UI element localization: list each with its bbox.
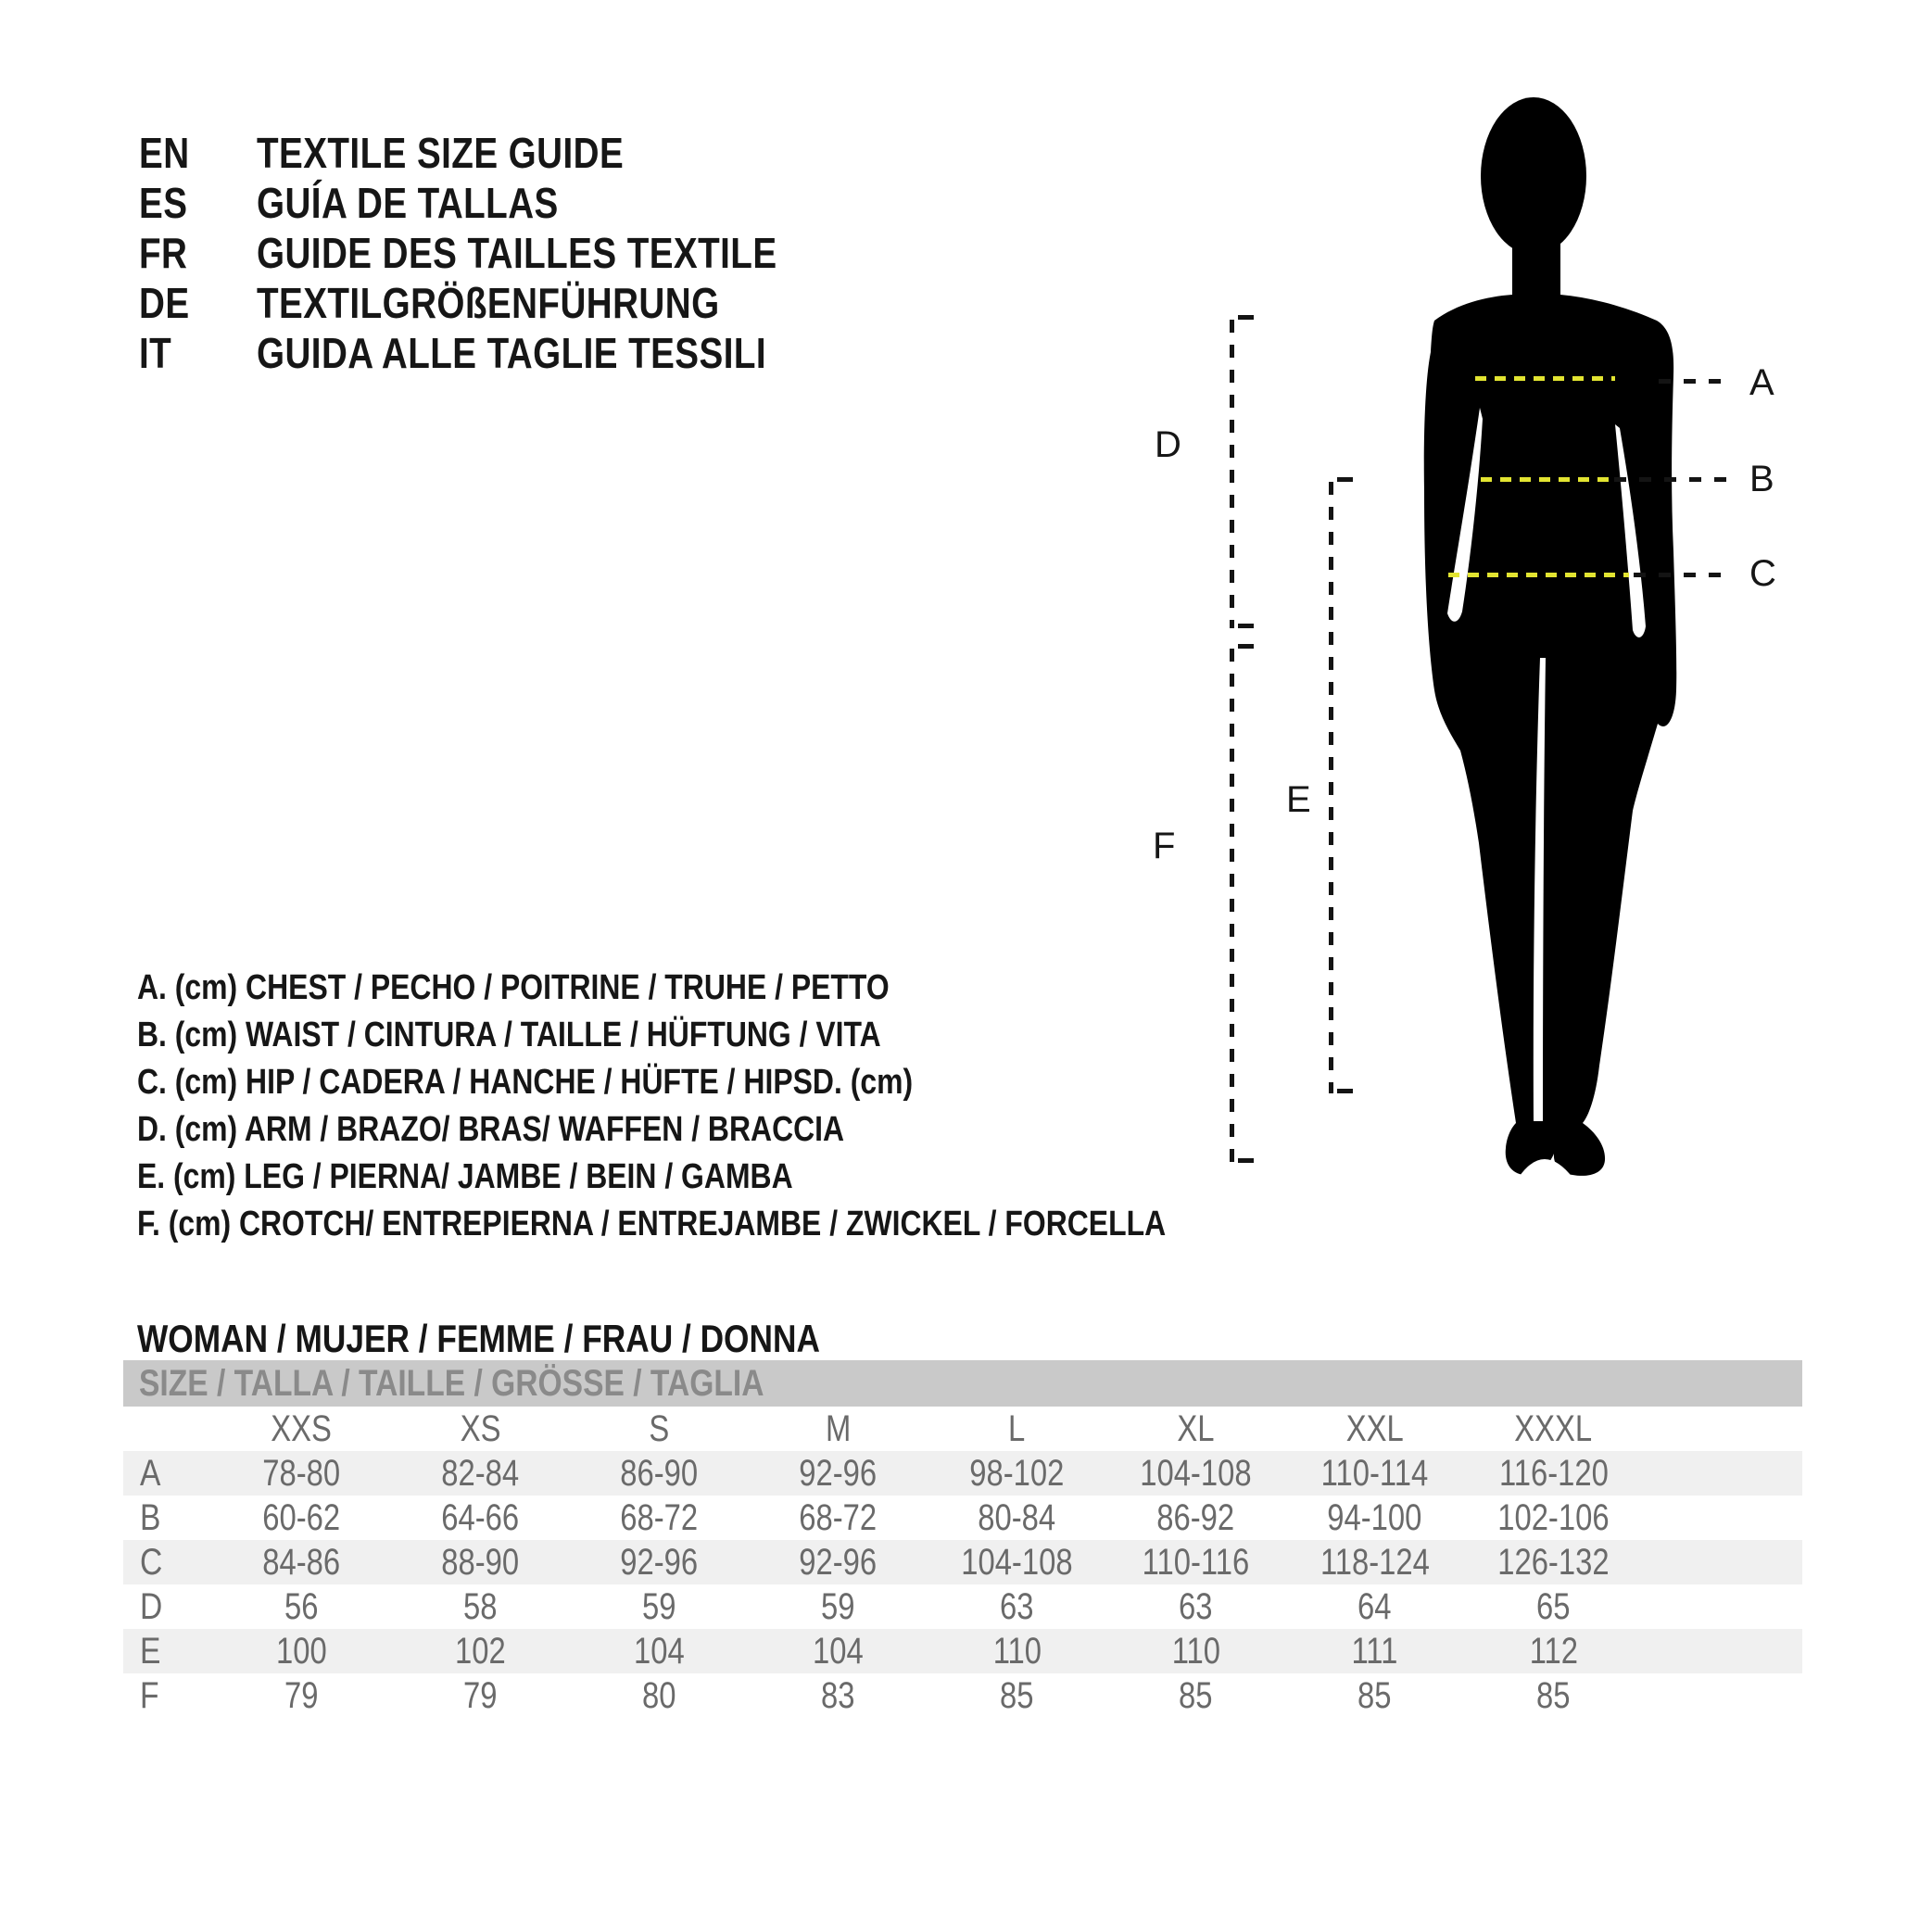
table-cell: 82-84 (441, 1453, 520, 1494)
filler-cell (1643, 1407, 1802, 1451)
filler-cell (1643, 1540, 1802, 1584)
language-code: EN (139, 129, 190, 177)
table-cell: 59 (642, 1586, 676, 1627)
table-cell: 104-108 (961, 1542, 1073, 1583)
row-label: D (140, 1586, 163, 1627)
table-cell: 64 (1357, 1586, 1392, 1627)
language-code: DE (139, 279, 190, 327)
language-row-it (139, 328, 973, 378)
table-cell: 102-106 (1497, 1497, 1610, 1538)
hip-point-label: C (1749, 553, 1776, 594)
table-cell: 58 (463, 1586, 498, 1627)
language-code: FR (139, 229, 188, 277)
size-col-header: XXL (1345, 1408, 1404, 1449)
table-cell: 110 (992, 1631, 1042, 1672)
size-col-header: L (1008, 1408, 1026, 1449)
table-cell: 112 (1529, 1631, 1578, 1672)
crotch-point-label: F (1153, 826, 1176, 866)
table-cell: 68-72 (620, 1497, 699, 1538)
chest-measure-dashes-black (1659, 379, 1729, 384)
language-title: GUÍA DE TALLAS (257, 179, 559, 227)
table-cell: 88-90 (441, 1542, 520, 1583)
legend-line-chest: A. (cm) CHEST / PECHO / POITRINE / TRUHE / PETTO (137, 968, 890, 1007)
row-label: C (140, 1542, 163, 1583)
table-cell: 84-86 (262, 1542, 341, 1583)
table-cell: 116-120 (1498, 1453, 1609, 1494)
language-row-fr (139, 228, 973, 278)
legend-line-leg: E. (cm) LEG / PIERNA/ JAMBE / BEIN / GAMBA (137, 1157, 793, 1196)
table-cell: 118-124 (1320, 1542, 1430, 1583)
table-row-leg (123, 1629, 1802, 1673)
table-cell: 59 (821, 1586, 855, 1627)
hip-measure-dashes-yellow (1448, 573, 1629, 577)
size-col-header: S (649, 1408, 670, 1449)
table-cell: 100 (276, 1631, 327, 1672)
table-cell: 79 (463, 1675, 498, 1716)
table-cell: 65 (1536, 1586, 1571, 1627)
chest-measure-dashes-yellow (1475, 376, 1615, 381)
language-row-en (139, 128, 973, 178)
language-row-de (139, 278, 973, 328)
filler-cell (1643, 1496, 1802, 1540)
table-cell: 92-96 (620, 1542, 699, 1583)
size-table-header-band: SIZE / TALLA / TAILLE / GRÖSSE / TAGLIA (123, 1360, 1802, 1407)
table-cell: 94-100 (1327, 1497, 1422, 1538)
table-cell: 102 (455, 1631, 506, 1672)
woman-silhouette (1390, 83, 1807, 1195)
size-col-header: XL (1177, 1408, 1215, 1449)
arm-line-top-tick (1238, 315, 1254, 320)
waist-measure-dashes-yellow (1481, 477, 1609, 482)
size-col-header: XXXL (1514, 1408, 1593, 1449)
waist-measure-dashes-black (1614, 477, 1729, 482)
filler-cell (1643, 1584, 1802, 1629)
filler-cell (1643, 1451, 1802, 1496)
row-label: B (140, 1497, 161, 1538)
table-row-waist (123, 1496, 1802, 1540)
table-cell: 92-96 (799, 1542, 878, 1583)
table-cell: 79 (284, 1675, 319, 1716)
table-cell: 83 (821, 1675, 855, 1716)
table-cell: 63 (1000, 1586, 1034, 1627)
table-cell: 111 (1351, 1631, 1398, 1672)
language-code: IT (139, 329, 172, 377)
table-cell: 86-92 (1156, 1497, 1235, 1538)
chest-point-label: A (1749, 362, 1774, 403)
waist-point-label: B (1749, 459, 1774, 499)
row-label: F (140, 1675, 159, 1716)
row-label: A (140, 1453, 161, 1494)
leg-line-top-tick (1337, 477, 1353, 482)
table-cell: 98-102 (969, 1453, 1065, 1494)
table-cell: 110-114 (1320, 1453, 1429, 1494)
table-cell: 68-72 (799, 1497, 878, 1538)
table-cell: 80-84 (978, 1497, 1056, 1538)
filler-cell (1643, 1673, 1802, 1718)
size-col-header: XXS (271, 1408, 333, 1449)
leg-point-label: E (1286, 779, 1311, 820)
table-cell: 63 (1179, 1586, 1213, 1627)
table-cell: 85 (1000, 1675, 1034, 1716)
measurement-legend (137, 965, 1342, 1248)
legend-line-hip: C. (cm) HIP / CADERA / HANCHE / HÜFTE / HIPSD. (cm) (137, 1063, 914, 1102)
table-cell: 104 (813, 1631, 864, 1672)
empty-corner-cell (123, 1407, 212, 1451)
arm-point-label: D (1155, 424, 1181, 465)
language-title: GUIDA ALLE TAGLIE TESSILI (257, 329, 767, 377)
filler-cell (1643, 1629, 1802, 1673)
table-cell: 85 (1536, 1675, 1571, 1716)
table-cell: 85 (1179, 1675, 1213, 1716)
language-title: GUIDE DES TAILLES TEXTILE (257, 229, 777, 277)
legend-line-crotch: F. (cm) CROTCH/ ENTREPIERNA / ENTREJAMBE / ZWICKEL / FORCELLA (137, 1205, 1167, 1243)
arm-line-bottom-tick (1238, 624, 1254, 628)
language-title: TEXTILE SIZE GUIDE (257, 129, 625, 177)
table-cell: 60-62 (262, 1497, 341, 1538)
size-col-header: XS (460, 1408, 501, 1449)
row-label: E (140, 1631, 161, 1672)
table-row-arm (123, 1584, 1802, 1629)
table-row-hip (123, 1540, 1802, 1584)
table-row-chest (123, 1451, 1802, 1496)
language-title: TEXTILGRÖßENFÜHRUNG (257, 279, 720, 327)
table-row-crotch (123, 1673, 1802, 1718)
table-cell: 78-80 (262, 1453, 341, 1494)
table-cell: 110-116 (1142, 1542, 1250, 1583)
table-cell: 92-96 (799, 1453, 878, 1494)
table-cell: 126-132 (1497, 1542, 1610, 1583)
table-cell: 56 (284, 1586, 319, 1627)
table-cell: 86-90 (620, 1453, 699, 1494)
language-row-es (139, 178, 973, 228)
language-code: ES (139, 179, 188, 227)
gender-heading: WOMAN / MUJER / FEMME / FRAU / DONNA (137, 1317, 820, 1360)
table-cell: 110 (1171, 1631, 1220, 1672)
legend-line-arm: D. (cm) ARM / BRAZO/ BRAS/ WAFFEN / BRACCIA (137, 1110, 845, 1149)
arm-measure-line (1230, 320, 1234, 628)
table-cell: 64-66 (441, 1497, 520, 1538)
table-cell: 85 (1357, 1675, 1392, 1716)
hip-measure-dashes-black (1634, 573, 1729, 577)
size-columns-row (123, 1407, 1802, 1451)
table-cell: 104-108 (1140, 1453, 1252, 1494)
language-title-block (139, 128, 973, 378)
size-table (123, 1360, 1802, 1718)
size-col-header: M (825, 1408, 852, 1449)
table-cell: 104 (634, 1631, 685, 1672)
table-cell: 80 (642, 1675, 676, 1716)
legend-line-waist: B. (cm) WAIST / CINTURA / TAILLE / HÜFTUNG / VITA (137, 1016, 881, 1054)
crotch-line-top-tick (1238, 644, 1254, 649)
